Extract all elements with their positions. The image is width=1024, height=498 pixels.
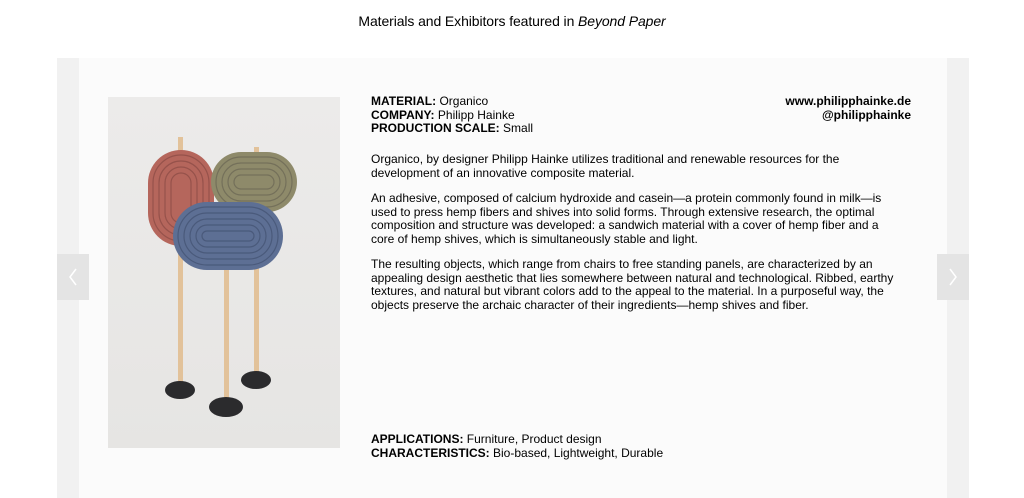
page-title-prefix: Materials and Exhibitors featured in [358, 13, 579, 29]
organico-panels-illustration [108, 97, 340, 448]
company-label: COMPANY: [371, 107, 435, 122]
page-title-emphasis: Beyond Paper [578, 13, 666, 29]
characteristics-value: Bio-based, Lightweight, Durable [493, 445, 664, 460]
page-title [0, 13, 1024, 29]
exhibitor-links [785, 95, 911, 122]
website-link[interactable]: www.philipphainke.de [785, 94, 911, 108]
blue-panel [173, 202, 283, 270]
applications-label: APPLICATIONS: [371, 432, 464, 446]
applications-row [371, 433, 911, 447]
material-label: MATERIAL: [371, 94, 437, 108]
material-specs [371, 433, 911, 460]
previous-slide-button[interactable] [57, 254, 89, 300]
material-value: Organico [439, 94, 489, 108]
company-value: Philipp Hainke [437, 107, 515, 122]
production-scale-label: PRODUCTION SCALE: [371, 121, 500, 135]
description [371, 153, 903, 324]
characteristics-label: CHARACTERISTICS: [371, 445, 490, 460]
characteristics-row [371, 447, 911, 461]
description-paragraph: Organico, by designer Philipp Hainke utilizes traditional and renewable resources for the development of an innovative composite material. [371, 152, 840, 180]
description-paragraph: The resulting objects, which range from chairs to free standing panels, are characterized by an appealing design aesthetic that lies somewhere between natural and technological. Ribbed, earthy textures, and natural but vibrant colors add to the appeal to the material. In a purposeful way, the objects preserve the archaic character of their ingredients—hemp shives and fiber. [371, 257, 894, 312]
applications-value: Furniture, Product design [466, 432, 602, 446]
description-paragraph: An adhesive, composed of calcium hydroxide and casein—a protein commonly found in milk—is used to press hemp fibers and shives into solid forms. Through extensive research, the optimal composition and structure was developed: a sandwich material with a cover of hemp fiber and a core of hemp shives, which is simultaneously stable and light. [371, 191, 882, 246]
chevron-left-icon [67, 267, 79, 287]
social-handle-link[interactable]: @philipphainke [821, 107, 911, 122]
chevron-right-icon [947, 267, 959, 287]
production-scale-value: Small [503, 121, 534, 135]
product-image [108, 97, 340, 448]
production-scale-row [371, 122, 911, 136]
next-slide-button[interactable] [937, 254, 969, 300]
